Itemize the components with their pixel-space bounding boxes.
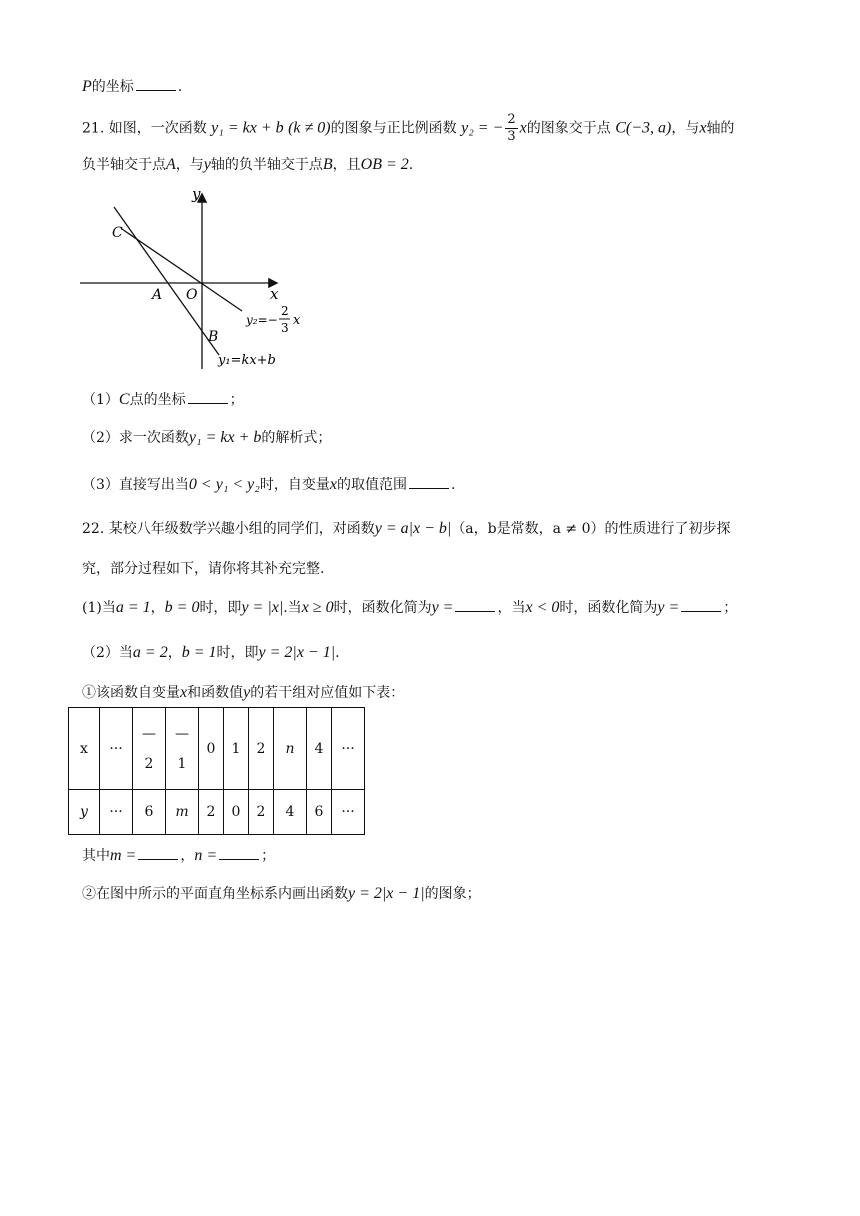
fraction-two-thirds	[505, 112, 517, 145]
point-b-label: B	[208, 329, 219, 345]
question-number: 22.	[82, 521, 105, 537]
part3-pre: （3）直接写出当	[82, 477, 189, 493]
q22-after-table	[82, 845, 275, 865]
part3-text: 时，自变量	[259, 477, 330, 493]
p1-t4: ，当	[497, 600, 526, 616]
function-expression: y = a|x − b|	[374, 520, 452, 537]
q22-part2	[82, 642, 340, 662]
point-a-label: A	[152, 287, 163, 303]
q21-mid: 的图象与正比例函数	[330, 120, 457, 137]
p1-t3: 时，函数化简为	[333, 600, 432, 616]
x-var: x	[180, 684, 188, 701]
part1-text: 点的坐标	[129, 392, 186, 408]
answer-blank[interactable]	[455, 597, 495, 612]
m-eq: m =	[110, 847, 137, 864]
table-cell: x	[69, 708, 100, 790]
y2-graph-den: 3	[281, 321, 289, 335]
k-condition: (k ≠ 0)	[288, 119, 331, 137]
answer-blank[interactable]	[681, 597, 721, 612]
p-text: 的坐标	[91, 79, 134, 95]
part2-pre: （2）求一次函数	[82, 430, 189, 446]
q21-intro: 如图，一次函数	[108, 120, 207, 137]
table-cell: 1	[224, 708, 249, 790]
table-cell: 0	[224, 790, 249, 835]
function-expression: y = 2|x − 1|	[348, 885, 425, 902]
p1-t5: 时，函数化简为	[559, 600, 658, 616]
function-expression: y = 2|x − 1|	[258, 644, 336, 661]
x-var: x	[699, 119, 707, 137]
line-y1	[114, 207, 219, 355]
sep: ，	[150, 600, 165, 616]
question-number: 21.	[82, 120, 105, 137]
frac-num: 2	[507, 112, 516, 127]
part2-pre: （2）当	[82, 645, 133, 661]
table-cell: 6	[133, 790, 166, 835]
table-cell: n	[274, 708, 307, 790]
line-y2	[122, 229, 242, 311]
q21-part1	[82, 389, 244, 409]
q21-tail: ，与	[671, 120, 700, 137]
y1-expression: y₁ = kx + b	[211, 119, 284, 137]
q21-mid2: 的图象交于点	[526, 120, 611, 137]
table-cell: 4	[274, 790, 307, 835]
y1-expression: y₁ = kx + b	[188, 429, 262, 446]
ob-equation: OB = 2	[360, 156, 409, 173]
after-pre: 其中	[82, 848, 110, 864]
y1-graph-label: y₁=kx+b	[218, 353, 276, 368]
part3-text2: 的取值范围	[336, 477, 407, 493]
n-eq: n =	[194, 847, 218, 864]
y2-graph-label: y₂=−	[246, 313, 278, 327]
origin-label: O	[186, 287, 198, 303]
period: .	[335, 645, 340, 661]
p-coordinate-line	[82, 76, 182, 96]
y2-graph-num: 2	[281, 304, 289, 318]
condition-x-nonneg: x ≥ 0	[301, 599, 334, 616]
q22-step2	[82, 883, 481, 903]
q22-part1	[82, 597, 737, 617]
x-var: x	[329, 476, 337, 493]
table-row-y	[69, 790, 365, 835]
answer-blank[interactable]	[409, 474, 449, 489]
q22-line2-text: 究，部分过程如下，请你将其补充完整.	[82, 561, 325, 577]
y-var: y	[203, 156, 211, 173]
x-axis-label: x	[270, 285, 279, 303]
coordinate-graph	[76, 183, 326, 373]
q22-line2	[82, 558, 324, 578]
y-eq: y =	[657, 599, 680, 616]
q22-line1	[82, 518, 731, 538]
q21-line2c: 轴的负半轴交于点	[210, 157, 323, 173]
point-c-label: C	[112, 225, 123, 241]
answer-blank[interactable]	[219, 845, 259, 860]
part2-text: 的解析式；	[261, 430, 332, 446]
q21-line2b: ，与	[175, 157, 204, 173]
y-eq: y =	[431, 599, 454, 616]
table-cell: 2	[199, 790, 224, 835]
table-cell: ···	[332, 708, 365, 790]
table-cell: — 2	[133, 708, 166, 790]
semicolon: ；	[723, 600, 738, 616]
period: .	[408, 157, 414, 173]
table-cell: 2	[249, 708, 274, 790]
q21-tail2: 轴的	[706, 120, 735, 137]
y2-graph-x: x	[293, 313, 301, 328]
part1-pre: (1)当	[82, 600, 116, 616]
s2-end: 的图象；	[424, 886, 481, 902]
condition-x-neg: x < 0	[525, 599, 560, 616]
s1-pre: ①该函数自变量	[82, 685, 180, 701]
q22-tail: 的性质进行了初步探	[604, 521, 731, 537]
q21-part3	[82, 474, 455, 494]
q21-part2	[82, 427, 331, 447]
semicolon: ；	[261, 848, 276, 864]
b-value: b = 0	[164, 599, 200, 616]
answer-blank[interactable]	[188, 389, 228, 404]
q21-line2d: ，且	[332, 157, 361, 173]
inequality: 0 < y₁ < y₂	[188, 476, 260, 493]
s1-t2: 的若干组对应值如下表：	[250, 685, 405, 701]
q21-line2	[82, 154, 413, 174]
table-cell: — 1	[166, 708, 199, 790]
period: .	[450, 477, 456, 493]
y2-x: x	[519, 119, 527, 137]
period: .	[177, 79, 183, 95]
frac-den: 3	[507, 129, 516, 144]
y2-lhs: y₂ = −	[461, 119, 504, 137]
answer-blank[interactable]	[138, 845, 178, 860]
var-c: C	[118, 391, 130, 408]
table-cell: y	[69, 790, 100, 835]
y-var: y	[243, 684, 251, 701]
value-table	[68, 707, 365, 835]
table-cell: 2	[249, 790, 274, 835]
table-cell: m	[166, 790, 199, 835]
table-row-x	[69, 708, 365, 790]
q22-condition: （a，b是常数，a ≠ 0）	[451, 521, 605, 537]
table-cell: ···	[332, 790, 365, 835]
var-b: B	[322, 156, 333, 173]
sep: ，	[167, 645, 182, 661]
table-cell: ···	[100, 708, 133, 790]
point-c: C(−3, a)	[615, 119, 672, 137]
table-cell: 6	[307, 790, 332, 835]
var-a: A	[166, 156, 176, 173]
table-cell: 0	[199, 708, 224, 790]
sep: ，	[180, 848, 195, 864]
q21-line1	[82, 112, 734, 145]
y-axis-label: y	[192, 185, 201, 203]
function-expression: y = |x|	[241, 599, 284, 616]
s2-pre: ②在图中所示的平面直角坐标系内画出函数	[82, 886, 348, 902]
s1-t1: 和函数值	[187, 685, 244, 701]
var-p: P	[82, 78, 92, 95]
p2-t1: 时，即	[216, 645, 259, 661]
answer-blank[interactable]	[136, 76, 176, 91]
semicolon: ；	[229, 392, 244, 408]
q22-intro: 某校八年级数学兴趣小组的同学们，对函数	[108, 521, 375, 537]
a-value: a = 1	[115, 599, 151, 616]
a-value: a = 2	[132, 644, 168, 661]
p1-t1: 时，即	[199, 600, 242, 616]
b-value: b = 1	[181, 644, 217, 661]
q22-step1	[82, 682, 404, 702]
q21-line2-text: 负半轴交于点	[82, 157, 166, 173]
part-number: （1）	[82, 392, 119, 408]
p1-t2: .当	[283, 600, 302, 616]
table-cell: ···	[100, 790, 133, 835]
table-cell: 4	[307, 708, 332, 790]
